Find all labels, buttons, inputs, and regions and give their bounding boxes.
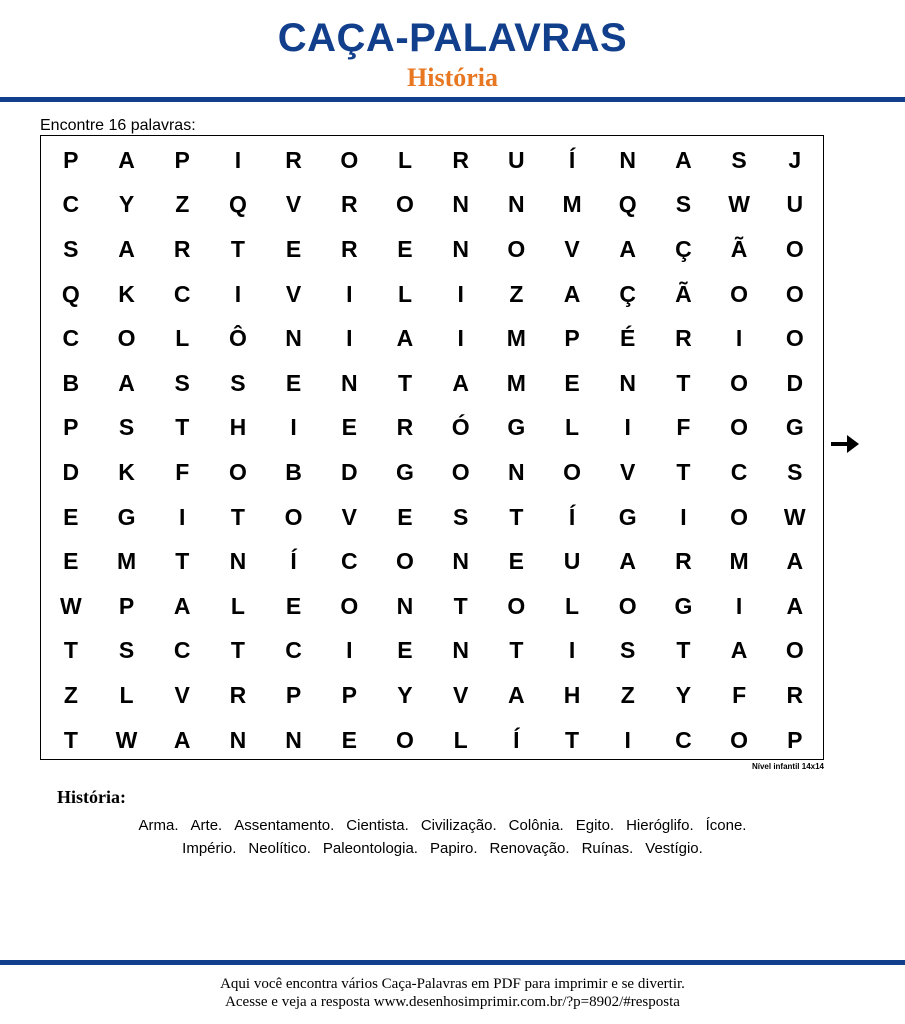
grid-letter[interactable]: A (118, 369, 135, 396)
grid-letter[interactable]: A (786, 592, 804, 619)
grid-letter[interactable]: R (675, 325, 692, 352)
grid-letter[interactable]: V (285, 280, 302, 307)
grid-letter[interactable]: R (340, 191, 358, 218)
grid-letter[interactable]: O (785, 235, 804, 262)
grid-letter[interactable]: O (228, 458, 247, 485)
word-list-item: Ruínas. (581, 840, 634, 857)
grid-letter[interactable]: I (568, 637, 576, 664)
grid-letter[interactable]: E (285, 592, 302, 619)
word-search-grid-frame (40, 135, 824, 760)
grid-letter[interactable]: E (397, 235, 413, 262)
word-list-item: Vestígio. (645, 840, 703, 857)
grid-letter[interactable]: A (675, 146, 692, 173)
grid-letter[interactable]: N (285, 726, 302, 753)
grid-letter[interactable]: T (453, 592, 468, 619)
grid-letter[interactable]: Í (568, 503, 576, 530)
grid-letter[interactable]: Ç (619, 280, 637, 307)
word-list-item: Arma. (138, 817, 179, 834)
grid-letter[interactable]: A (563, 280, 581, 307)
word-list-item: Ícone. (705, 817, 747, 834)
grid-letter[interactable]: N (619, 369, 637, 396)
level-label: Nível infantil 14x14 (751, 762, 824, 771)
grid-letter[interactable]: F (676, 414, 691, 441)
footer-line-1: Aqui você encontra vários Caça-Palavras em PDF para imprimir e se divertir. (220, 976, 685, 992)
instruction-text: Encontre 16 palavras: (40, 117, 196, 134)
grid-letter[interactable]: G (674, 592, 693, 619)
grid-letter[interactable]: T (175, 414, 190, 441)
grid-letter[interactable]: T (63, 726, 78, 753)
grid-letter[interactable]: E (63, 548, 79, 575)
grid-letter[interactable]: É (620, 325, 636, 352)
grid-letter[interactable]: Í (513, 726, 520, 753)
grid-letter[interactable]: T (63, 637, 78, 664)
grid-letter[interactable]: Ç (675, 235, 692, 262)
grid-letter[interactable]: S (675, 191, 692, 218)
grid-letter[interactable]: V (452, 681, 469, 708)
grid-letter[interactable]: S (118, 637, 135, 664)
grid-letter[interactable]: O (730, 369, 749, 396)
grid-letter[interactable]: C (62, 191, 80, 218)
grid-letter[interactable]: R (173, 235, 191, 262)
grid-letter[interactable]: N (340, 369, 358, 396)
grid-letter[interactable]: Z (620, 681, 635, 708)
grid-letter[interactable]: P (564, 325, 580, 352)
grid-letter[interactable]: I (735, 325, 743, 352)
grid-letter[interactable]: D (786, 369, 804, 396)
word-list-item: Civilização. (420, 817, 497, 834)
grid-letter[interactable]: V (174, 681, 190, 708)
grid-letter[interactable]: E (285, 235, 302, 262)
grid-letter[interactable]: T (175, 548, 190, 575)
grid-letter[interactable]: M (506, 325, 526, 352)
grid-letter[interactable]: P (63, 146, 79, 173)
grid-letter[interactable]: M (116, 548, 137, 575)
grid-letter[interactable]: O (284, 503, 303, 530)
grid-letter[interactable]: O (785, 637, 804, 664)
grid-letter[interactable]: Z (175, 191, 190, 218)
word-list-line-2 (40, 837, 845, 860)
grid-letter[interactable]: P (285, 681, 302, 708)
grid-letter[interactable]: T (230, 503, 245, 530)
word-list-item: Império. (182, 840, 237, 857)
grid-letter[interactable]: I (457, 325, 464, 352)
word-list-heading: História: (57, 787, 126, 807)
grid-letter[interactable]: R (675, 548, 692, 575)
word-list-item: Hieróglifo. (626, 817, 694, 834)
header-divider (0, 97, 905, 102)
grid-letter[interactable]: O (507, 235, 526, 262)
grid-letter[interactable]: Ó (451, 414, 470, 441)
grid-letter[interactable]: O (396, 548, 414, 575)
grid-letter[interactable]: I (680, 503, 687, 530)
grid-letter[interactable]: T (676, 458, 691, 485)
grid-letter[interactable]: S (787, 458, 803, 485)
grid-letter[interactable]: L (565, 414, 580, 441)
grid-letter[interactable]: M (729, 548, 749, 575)
grid-letter[interactable]: T (397, 369, 412, 396)
grid-letter[interactable]: Y (675, 681, 692, 708)
grid-letter[interactable]: A (173, 726, 191, 753)
grid-letter[interactable]: C (730, 458, 748, 485)
grid-letter[interactable]: U (786, 191, 804, 218)
grid-letter[interactable]: R (786, 681, 804, 708)
grid-letter[interactable]: E (508, 548, 525, 575)
grid-letter[interactable]: C (675, 726, 692, 753)
grid-letter[interactable]: O (785, 325, 804, 352)
word-list-item: Colônia. (508, 817, 564, 834)
grid-letter[interactable]: H (563, 681, 581, 708)
grid-letter[interactable]: Z (509, 280, 524, 307)
grid-letter[interactable]: C (285, 637, 302, 664)
grid-letter[interactable]: A (396, 325, 414, 352)
grid-letter[interactable]: O (396, 191, 414, 218)
grid-letter[interactable]: P (341, 681, 357, 708)
grid-letter[interactable]: L (397, 280, 412, 307)
grid-letter[interactable]: Í (568, 146, 576, 173)
word-list-item: Renovação. (489, 840, 570, 857)
grid-letter[interactable]: E (397, 503, 413, 530)
grid-letter[interactable]: I (346, 325, 353, 352)
word-list-item: Papiro. (429, 840, 478, 857)
grid-letter[interactable]: F (175, 458, 190, 485)
grid-letter[interactable]: S (731, 146, 747, 173)
grid-letter[interactable]: S (63, 235, 79, 262)
grid-letter[interactable]: L (453, 726, 468, 753)
grid-letter[interactable]: N (452, 191, 469, 218)
word-list-item: Neolítico. (248, 840, 311, 857)
grid-letter[interactable]: Ô (228, 325, 247, 352)
grid-letter[interactable]: S (452, 503, 469, 530)
grid-letter[interactable]: P (118, 592, 135, 619)
grid-letter[interactable]: E (63, 503, 79, 530)
grid-letter[interactable]: O (396, 726, 414, 753)
grid-letter[interactable]: O (117, 325, 136, 352)
grid-letter[interactable]: H (229, 414, 247, 441)
grid-letter[interactable]: E (397, 637, 413, 664)
grid-letter[interactable]: N (452, 548, 469, 575)
grid-letter[interactable]: R (396, 414, 414, 441)
grid-letter[interactable]: R (340, 235, 358, 262)
grid-letter[interactable]: Y (397, 681, 413, 708)
grid-letter[interactable]: L (119, 681, 134, 708)
grid-letter[interactable]: T (565, 726, 580, 753)
grid-letter[interactable]: I (179, 503, 186, 530)
grid-letter[interactable]: G (618, 503, 637, 530)
right-arrow-icon[interactable] (829, 431, 861, 457)
grid-letter[interactable]: T (509, 637, 524, 664)
grid-letter[interactable]: O (785, 280, 804, 307)
grid-letter[interactable]: N (508, 458, 525, 485)
grid-letter[interactable]: G (785, 414, 804, 441)
grid-letter[interactable]: I (346, 637, 353, 664)
grid-letter[interactable]: R (285, 146, 302, 173)
grid-letter[interactable]: Ã (675, 280, 692, 307)
grid-letter[interactable]: O (507, 592, 526, 619)
grid-letter[interactable]: N (396, 592, 414, 619)
grid-letter[interactable]: A (118, 235, 135, 262)
page-subtitle: História (407, 63, 498, 92)
grid-letter[interactable]: O (451, 458, 470, 485)
grid-letter[interactable]: Z (63, 681, 78, 708)
grid-letter[interactable]: P (63, 414, 79, 441)
grid-letter[interactable]: P (174, 146, 190, 173)
grid-letter[interactable]: I (624, 726, 631, 753)
grid-letter[interactable]: A (619, 235, 637, 262)
grid-letter[interactable]: B (285, 458, 302, 485)
grid-letter[interactable]: O (340, 592, 359, 619)
grid-letter[interactable]: E (564, 369, 580, 396)
grid-letter[interactable]: L (175, 325, 190, 352)
grid-letter[interactable]: G (117, 503, 136, 530)
grid-letter[interactable]: U (508, 146, 525, 173)
footer (0, 975, 905, 1011)
word-list-item: Paleontologia. (322, 840, 418, 857)
grid-letter[interactable]: N (508, 191, 525, 218)
grid-letter[interactable]: I (234, 280, 242, 307)
grid-letter[interactable]: W (115, 726, 138, 753)
grid-letter[interactable]: W (59, 592, 82, 619)
grid-letter[interactable]: A (508, 681, 525, 708)
grid-letter[interactable]: J (788, 146, 802, 173)
grid-letter[interactable]: S (230, 369, 246, 396)
grid-letter[interactable]: V (341, 503, 357, 530)
grid-letter[interactable]: Í (290, 548, 297, 575)
grid-letter[interactable]: O (618, 592, 637, 619)
grid-letter[interactable]: A (730, 637, 748, 664)
grid-letter[interactable]: N (619, 146, 637, 173)
word-list (40, 814, 845, 860)
grid-letter[interactable]: R (229, 681, 247, 708)
word-list-item: Egito. (575, 817, 615, 834)
word-list-line-1 (40, 814, 845, 837)
grid-letter[interactable]: I (346, 280, 353, 307)
grid-letter[interactable]: Y (118, 191, 135, 218)
grid-letter[interactable]: V (285, 191, 302, 218)
grid-letter[interactable]: K (118, 458, 135, 485)
page-title: CAÇA-PALAVRAS (277, 16, 628, 60)
grid-letter[interactable]: I (457, 280, 464, 307)
grid-letter[interactable]: U (563, 548, 581, 575)
grid-letter[interactable]: N (229, 726, 247, 753)
word-search-grid (43, 138, 823, 762)
grid-letter[interactable]: O (730, 726, 749, 753)
footer-divider (0, 960, 905, 965)
grid-letter[interactable]: V (564, 235, 580, 262)
grid-letter[interactable]: O (730, 280, 749, 307)
grid-letter[interactable]: D (340, 458, 358, 485)
word-list-item: Assentamento. (234, 817, 335, 834)
grid-letter[interactable]: A (786, 548, 804, 575)
grid-letter[interactable]: C (173, 637, 191, 664)
grid-letter[interactable]: A (619, 548, 637, 575)
grid-letter[interactable]: P (787, 726, 803, 753)
grid-letter[interactable]: Q (618, 191, 637, 218)
grid-letter[interactable]: I (624, 414, 631, 441)
grid-letter[interactable]: C (62, 325, 80, 352)
grid-letter[interactable]: T (509, 503, 524, 530)
word-list-item: Cientista. (346, 817, 409, 834)
grid-letter[interactable]: N (285, 325, 302, 352)
grid-letter[interactable]: L (397, 146, 412, 173)
grid-letter[interactable]: F (732, 681, 747, 708)
grid-letter[interactable]: A (118, 146, 135, 173)
grid-letter[interactable]: I (234, 146, 242, 173)
grid-letter[interactable]: Q (61, 280, 80, 307)
grid-letter[interactable]: S (174, 369, 190, 396)
grid-letter[interactable]: W (728, 191, 750, 218)
grid-letter[interactable]: E (285, 369, 302, 396)
grid-letter[interactable]: O (730, 414, 749, 441)
grid-letter[interactable]: K (118, 280, 135, 307)
grid-letter[interactable]: L (230, 592, 245, 619)
grid-letter[interactable]: Ã (730, 235, 748, 262)
grid-letter[interactable]: T (230, 235, 245, 262)
grid-letter[interactable]: E (341, 726, 357, 753)
grid-letter[interactable]: T (676, 369, 691, 396)
grid-letter[interactable]: B (62, 369, 80, 396)
grid-letter[interactable]: E (341, 414, 357, 441)
grid-letter[interactable]: R (452, 146, 469, 173)
grid-letter[interactable]: N (452, 235, 469, 262)
grid-letter[interactable]: S (118, 414, 135, 441)
grid-letter[interactable]: Q (228, 191, 247, 218)
grid-letter[interactable]: V (620, 458, 636, 485)
grid-letter[interactable]: C (173, 280, 191, 307)
grid-letter[interactable]: O (730, 503, 749, 530)
grid-letter[interactable]: O (340, 146, 359, 173)
word-list-item: Arte. (190, 817, 223, 834)
grid-letter[interactable]: M (562, 191, 582, 218)
grid-letter[interactable]: W (783, 503, 806, 530)
grid-letter[interactable]: A (452, 369, 469, 396)
grid-letter[interactable]: T (676, 637, 691, 664)
footer-line-2[interactable]: Acesse e veja a resposta www.desenhosimprimir.com.br/?p=8902/#resposta (225, 994, 680, 1010)
grid-letter[interactable]: D (62, 458, 80, 485)
grid-letter[interactable]: A (173, 592, 191, 619)
grid-letter[interactable]: G (507, 414, 526, 441)
grid-letter[interactable]: N (452, 637, 469, 664)
grid-letter[interactable]: I (290, 414, 297, 441)
grid-letter[interactable]: L (565, 592, 580, 619)
grid-letter[interactable]: S (620, 637, 636, 664)
grid-letter[interactable]: T (230, 637, 245, 664)
grid-letter[interactable]: C (340, 548, 358, 575)
grid-letter[interactable]: M (506, 369, 526, 396)
grid-letter[interactable]: G (396, 458, 414, 485)
grid-letter[interactable]: N (229, 548, 247, 575)
grid-letter[interactable]: I (735, 592, 743, 619)
grid-letter[interactable]: O (563, 458, 581, 485)
